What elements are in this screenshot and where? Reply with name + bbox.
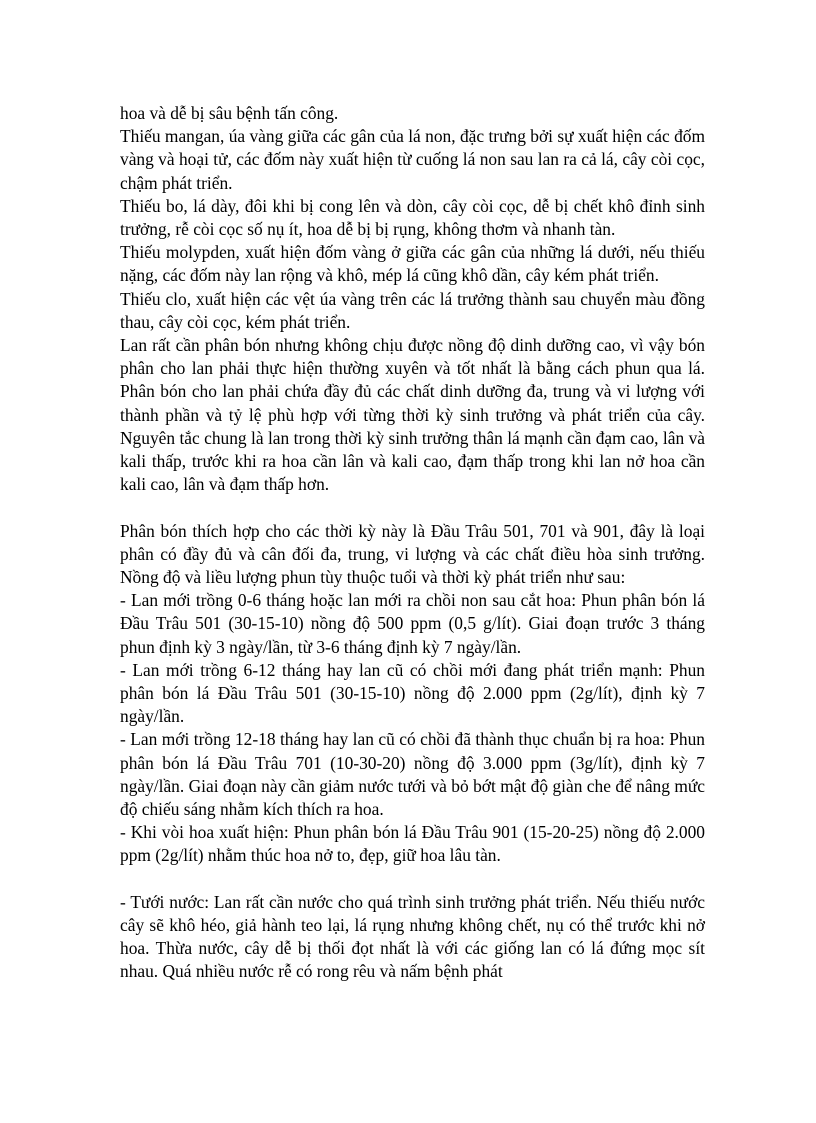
paragraph-fertilizer-principles: Lan rất cần phân bón nhưng không chịu được nồng độ dinh dưỡng cao, vì vậy bón phân cho lan phải thực hiện thường xuyên và tốt nhất là bằng cách phun qua lá. Phân bón cho lan phải chứa đầy đủ các chất dinh dưỡng đa, trung và vi lượng với thành phần và tỷ lệ phù hợp với từng thời kỳ sinh trưởng và phát triển của cây. Nguyên tắc chung là lan trong thời kỳ sinh trưởng thân lá mạnh cần đạm cao, lân và kali thấp, trước khi ra hoa cần lân và kali cao, đạm thấp trong khi lan nở hoa cần kali cao, lân và đạm thấp hơn. (120, 335, 705, 495)
paragraph-spacer (120, 868, 705, 891)
list-item-flower-spike-stage: - Khi vòi hoa xuất hiện: Phun phân bón lá Đầu Trâu 901 (15-20-25) nồng độ 2.000 ppm (2g/lít) nhằm thúc hoa nở to, đẹp, giữ hoa lâu tàn. (120, 822, 705, 866)
paragraph-boron-deficiency: Thiếu bo, lá dày, đôi khi bị cong lên và dòn, cây còi cọc, dễ bị chết khô đỉnh sinh trưởng, rễ còi cọc số nụ ít, hoa dễ bị bị rụng, không thơm và nhanh tàn. (120, 195, 705, 240)
paragraph-watering: - Tưới nước: Lan rất cần nước cho quá trình sinh trưởng phát triển. Nếu thiếu nước cây sẽ khô héo, giả hành teo lại, lá rụng nhưng không chết, nụ có thể trước khi nở hoa. Thừa nước, cây dễ bị thối đọt nhất là với các giống lan có lá đứng mọc sít nhau. Quá nhiều nước rễ có rong rêu và nấm bệnh phát (120, 891, 705, 982)
document-page (120, 102, 705, 984)
list-item-stage-12-18-months: - Lan mới trồng 12-18 tháng hay lan cũ có chồi đã thành thục chuẩn bị ra hoa: Phun phân bón lá Đầu Trâu 701 (10-30-20) nồng độ 3.000 ppm (3g/lít), định kỳ 7 ngày/lần. Giai đoạn này cần giảm nước tưới và bỏ bớt mật độ giàn che để nâng mức độ chiếu sáng nhằm kích thích ra hoa. (120, 729, 705, 820)
list-item-stage-6-12-months: - Lan mới trồng 6-12 tháng hay lan cũ có chồi mới đang phát triển mạnh: Phun phân bón lá Đầu Trâu 501 (30-15-10) nồng độ 2.000 ppm (2g/lít), định kỳ 7 ngày/lần. (120, 659, 705, 727)
paragraph-suitable-fertilizer: Phân bón thích hợp cho các thời kỳ này là Đầu Trâu 501, 701 và 901, đây là loại phân có đầy đủ và cân đối đa, trung, vi lượng và các chất điều hòa sinh trưởng. Nồng độ và liều lượng phun tùy thuộc tuổi và thời kỳ phát triển như sau: (120, 520, 705, 588)
paragraph-chlorine-deficiency: Thiếu clo, xuất hiện các vệt úa vàng trên các lá trưởng thành sau chuyển màu đồng thau, cây còi cọc, kém phát triển. (120, 288, 705, 332)
paragraph-spacer (120, 496, 705, 519)
paragraph-manganese-deficiency: Thiếu mangan, úa vàng giữa các gân của lá non, đặc trưng bởi sự xuất hiện các đốm vàng và hoại tử, các đốm này xuất hiện từ cuống lá non sau lan ra cả lá, cây còi cọc, chậm phát triển. (120, 126, 705, 193)
paragraph-molybdenum-deficiency: Thiếu molypden, xuất hiện đốm vàng ở giữa các gân của những lá dưới, nếu thiếu nặng, các đốm này lan rộng và khô, mép lá cũng khô dần, cây kém phát triển. (120, 242, 705, 286)
paragraph-flower-pest: hoa và dễ bị sâu bệnh tấn công. (120, 103, 339, 123)
list-item-stage-0-6-months: - Lan mới trồng 0-6 tháng hoặc lan mới ra chồi non sau cắt hoa: Phun phân bón lá Đầu Trâu 501 (30-15-10) nồng độ 500 ppm (0,5 g/lít). Giai đoạn trước 3 tháng phun định kỳ 3 ngày/lần, từ 3-6 tháng định kỳ 7 ngày/lần. (120, 590, 705, 657)
